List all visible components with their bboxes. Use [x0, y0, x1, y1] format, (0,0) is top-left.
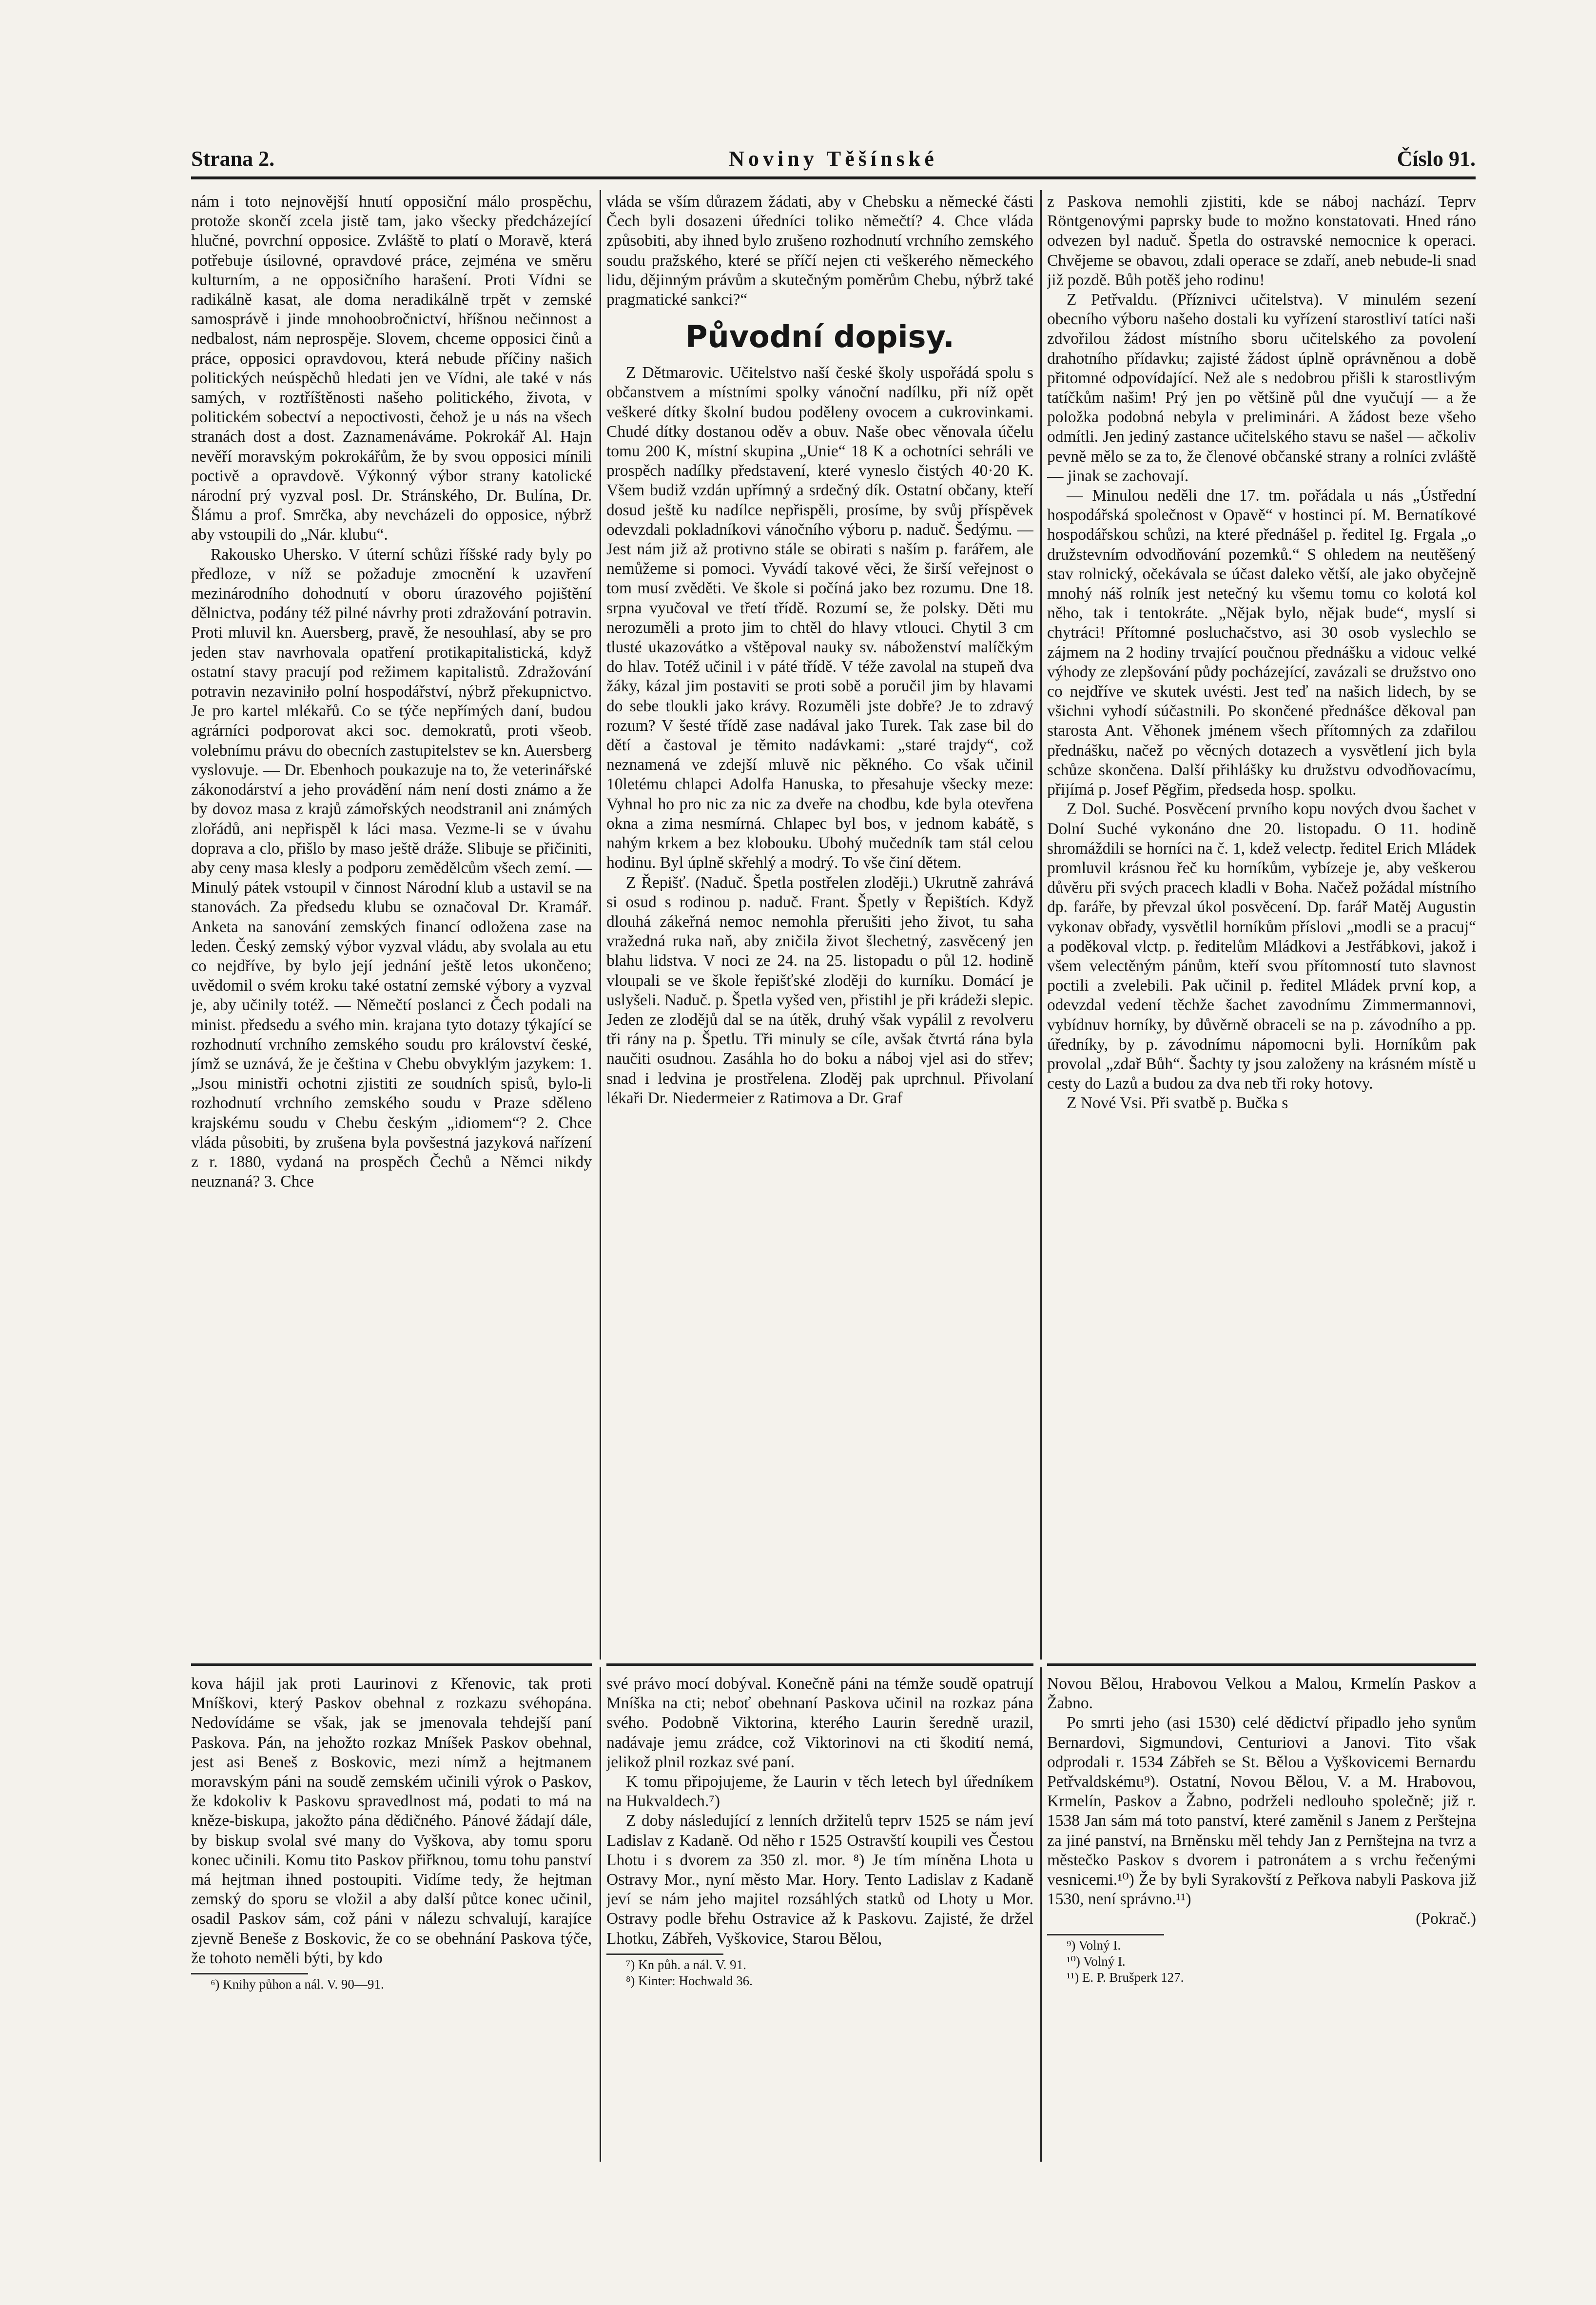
footnote: ⁶) Knihy půhon a nál. V. 90—91. — [211, 1977, 384, 1992]
article-paragraph: K tomu připojujeme, že Laurin v těch letech byl úředníkem na Hukvaldech.⁷) — [606, 1773, 1033, 1811]
lower-column-3 — [1047, 1674, 1476, 2162]
column-divider — [600, 190, 601, 1660]
article-paragraph: Z Nové Vsi. Při svatbě p. Bučka s — [1067, 1094, 1288, 1113]
section-rule — [191, 1663, 592, 1666]
article-paragraph: Novou Bělou, Hrabovou Velkou a Malou, Krmelín Paskov a Žabno. — [1047, 1675, 1476, 1713]
lower-column-2 — [606, 1674, 1033, 2162]
article-paragraph: své právo mocí dobýval. Konečně páni na témže soudě opatrují Mníška na cti; neboť obehnaní Paskova učinil na rozkaz pána svého. Podobně Viktorina, kterého Laurin šeredně urazil, nadávaje jemu zrádce, což Viktorinovi na cti škodití nemá, jelikož plnil rozkaz své paní. — [606, 1675, 1033, 1771]
footnote-rule — [606, 1953, 723, 1955]
article-paragraph: Z Řepišť. (Naduč. Špetla postřelen zloději.) Ukrutně zahrává si osud s rodinou p. naduč. Frant. Špetly v Řepištích. Když dlouhá zákeřná nemoc nemohla přerušiti jeho život, tu saha vražedná ruka naň, aby zničila život šlechetný, zasvěcený jen blahu lidstva. V noci ze 24. na 25. listopadu o půl 12. hodině vloupali se ve škole řepišťské zloději do kurníku. Domácí je uslyšeli. Naduč. p. Špetla vyšed ven, přistihl je při krádeži slepic. Jeden ze zlodějů dal se na útěk, druhý však vypálil z revolveru tři rány na p. Špetlu. Tři minuly se cíle, avšak čtvrtá rána byla naučiti osudnou. Zasáhla ho do boku a náboj vjel asi do střev; snad i ledvina je prostřelena. Zloděj pak uprchnul. Přivolaní lékaři Dr. Niedermeier z Ratimova a Dr. Graf — [606, 873, 1033, 1107]
footnote: ¹⁰) Volný I. — [1067, 1953, 1126, 1969]
article-paragraph: Z Dol. Suché. Posvěcení prvního kopu nových dvou šachet v Dolní Suché vykonáno dne 20. listopadu. O 11. hodině shromáždili se horníci na č. 1, kdež velectp. ředitel Erich Mládek promluvil krásnou řeč ku horníkům, vybízeje je, aby veškerou důvěru při svých pracech kladli v Boha. Načež požádal místního dp. faráře, by převzal úkol posvěcení. Dp. farář Matěj Augustin vykonav obřady, vysvětlil horníkům příslovi „modli se a pracuj“ a poděkoval vlctp. p. ředitelům Mládkovi a Jestřábkovi, jakož i všem velectěným pánům, kteří svou přítomností tuto slavnost poctili a zvelebili. Pak učinil p. ředitel Mládek první kop, a odevzdal vedení těchže šachet zavodnímu Zimmermannovi, vybídnuv horníky, by důvěrně obraceli se na p. závodního a pp. úředníky, by p. závodnímu nápomocni byli. Horníkům pak provolal „zdař Bůh“. Šachty ty jsou založeny na krásném místě u cesty do Lazů a budou za dva neb tři roky hotovy. — [1047, 800, 1476, 1093]
article-paragraph: nám i toto nejnovější hnutí opposiční málo prospěchu, protože skončí zcela jistě tam, jako všecky předcházející hlučné, povrchní opposice. Zvláště to platí o Moravě, která potřebuje úsilovné, opravdové práce, zejména ve směru kulturním, a ne opposičního harašení. Proti Vídni se radikálně kasat, ale doma neradikálně trpět v zemské samosprávě i jinde mnohoobročnictví, hříšnou nečinnost a nedbalost, nám neprospěje. Slovem, chceme opposici činů a práce, opposici opravdovou, která nebude příčiny našich politických neúspěchů hledati jen ve Vídni, ale také v nás samých, v roztříštěnosti našeho politického, života, v politickém sobectví a nepoctivosti, čehož je u nás na všech stranách dost a dost. Zaznamenáváme. Pokrokář Al. Hajn nevěří moravským pokrokářům, že by svou opposici mínili poctivě a opravdově. Výkonný výbor strany katolické národní prý vyzval posl. Dr. Stránského, Dr. Bulína, Dr. Šlámu a prof. Smrčka, aby nevcházeli do opposice, nýbrž aby vstoupili do „Nár. klubu“. — [191, 193, 592, 544]
footnote: ⁹) Volný I. — [1067, 1937, 1121, 1953]
upper-column-2 — [606, 192, 1033, 1660]
article-paragraph: Rakousko Uhersko. V úterní schůzi říšské rady byly po předloze, v níž se požaduje zmocnění k uzavření mezinárodního dohodnutí v oboru úrazového pojištění dělnictva, podány též pilné návrhy proti zdražování potravin. Proti mluvil kn. Auersberg, pravě, že nesouhlasí, aby se pro jeden stav navrhovala opatření protikapitalistická, když ostatní stavy pracují pod režimem kapitalistů. Zdražování potravin nezaviniło polní hospodářství, nýbrž překupnictvo. Je pro kartel mlékařů. Co se týče nepřímých daní, budou agrárníci podporovat akci soc. demokratů, proti všeob. volebnímu právu do obecních zastupitelstev se kn. Auersberg vyslovuje. — Dr. Ebenhoch poukazuje na to, že veterinářské zákonodárství a jeho provádění nám není dosti známo a že by dovoz masa z krajů zámořských neodstranil ani známých zlořádů, ani nepřispěl k láci masa. Vezme-li se v úvahu doprava a clo, přišlo by maso ještě dráže. Slibuje se přičiniti, aby ceny masa klesly a podporu zemědělcům všech zemí. — Minulý pátek vstoupil v činnost Národní klub a ustavil se na stanovách. Za předsedu klubu se označoval Dr. Kramář. Anketa na sanování zemských financí odložena zase na leden. Český zemský výbor vyzval vládu, aby svolala au etu co nejdříve, by bylo její jednání ještě letos ukončeno; uvědomil o svém kroku také ostatní zemské výbory a vyzval je, aby učinily totéž. — Němečtí poslanci z Čech podali na minist. předsedu a svého min. krajana tyto dotazy týkající se rozhodnutí vrchního zemského soudu pro království české, jímž se uznává, že je čeština v Chebu obvyklým jazykem: 1. „Jsou ministři ochotni zjistiti ze soudních spisů, bylo-li rozhodnutí vrchního zemského soudu v Praze sděleno krajskému soudu v Chebu českým „idiomem“? 2. Chce vláda působiti, by zrušena byla povšestná jazyková nařízení z r. 1880, vydaná na prospěch Čechů a Němci nikdy neuznaná? 3. Chce — [191, 545, 592, 1191]
article-paragraph: Z doby následující z lenních držitelů teprv 1525 se nám jeví Ladislav z Kadaně. Od něho r 1525 Ostravští koupili ves Čestou Lhotu i s dvorem za 350 zl. mor. ⁸) Je tím míněna Lhota u Ostravy Mor., nyní město Mar. Hory. Tento Ladislav z Kadaně jeví se nám jeho majitel rozsáhlých statků od Lhoty u Mor. Ostravy podle břehu Ostravice až k Paskovu. Zajisté, že držel Lhotku, Zábřeh, Vyškovice, Starou Bělou, — [606, 1812, 1033, 1948]
footnote: ⁸) Kinter: Hochwald 36. — [626, 1973, 753, 1988]
footnote-rule — [1047, 1934, 1164, 1935]
column-divider — [1040, 190, 1042, 1660]
section-rule — [1047, 1663, 1476, 1666]
upper-column-3 — [1047, 192, 1476, 1660]
article-paragraph: Po smrti jeho (asi 1530) celé dědictví připadlo jeho synům Bernardovi, Sigmundovi, Centuriovi a Janovi. Tito však odprodali r. 1534 Zábřeh se St. Bělou a Vyškovicemi Bernardu Petřvaldskému⁹). Ostatní, Novou Bělou, V. a M. Hrabovou, Krmelín, Paskov a Žabno, podrželi nedlouho společně; již r. 1538 Jan sám má toto panství, které zaměnil s Janem z Perštejna za jiné panství, na Brněnsku měl tehdy Jan z Pernštejna na tvrz a městečko Paskov s dvorem i patronátem a s vrchu řečenými vesnicemi.¹⁰) Že by byli Syrakovští z Peřkova nabyli Paskova již 1530, není správno.¹¹) — [1047, 1714, 1476, 1909]
article-paragraph: — Minulou neděli dne 17. tm. pořádala u nás „Ústřední hospodářská společnost v Opavě“ v hostinci pí. M. Bernatíkové hospodářskou schůzi, na které přednášel p. ředitel Ig. Frgala „o družstevním odvodňování pozemků.“ S ohledem na neutěšený stav rolnický, očekávala se účast daleko větší, ale jako obyčejně mnohý náš rolník jest netečný ku všemu tomu co kolotá kol něho, tak i tentokráte. „Nějak bylo, nějak bude“, myslí si chytráci! Přítomné posluchačstvo, asi 30 osob vyslechlo se zájmem na 2 hodiny trvající poučnou přednášku a vidouc velké výhody ze zlepšování půdy pocházející, zavázali se družstvo ono co nejdříve ve skutek uvésti. Jest teď na našich lidech, by se všichni vyhodí súčastnili. Po skončené přednášce děkoval pan starosta Ant. Věhonek jménem všech přítomných za zdařilou přednášku, načež po věcných dotazech a vysvětlení jich byla schůze skončena. Další přihlášky ku družstvu odvodňovacímu, přijímá p. Josef Pěgřim, předseda hosp. spolku. — [1047, 487, 1476, 799]
article-paragraph: Z Petřvaldu. (Příznivci učitelstva). V minulém sezení obecního výboru našeho dostali ku vyřízení starostliví tatíci naši zdvořilou žádost místního sboru učitelského za povolení drahotního přídavku; zajisté žádost úplně oprávněnou a době přitomné odpovídající. Než ale s nedobrou přišli k starostlivým tatíčkům našim! Prý jen po většině půl dne vyučují — a že položka podobná nebyla v preliminári. A žádost beze všeho odmítli. Jen jediný zastance učitelského stavu se našel — ačkoliv pevně mělo se za to, že členové občanské strany a rolníci zvláště — jinak se zachovají. — [1047, 291, 1476, 485]
column-divider — [1040, 1667, 1042, 2162]
section-rule — [606, 1663, 1033, 1666]
page-header — [191, 142, 1476, 179]
column-divider — [600, 1667, 601, 2162]
article-paragraph: vláda se vším důrazem žádati, aby v Chebsku a německé části Čech byli dosazeni úředníci toliko němečtí? 4. Chce vláda způsobiti, aby ihned bylo zrušeno rozhodnutí vrchního zemského soudu pražského, které se příčí nejen cti veškerého německého lidu, dějinným právům a skutečným poměrům Chebu, nýbrž také pragmatické sankci?“ — [606, 193, 1033, 309]
page-number: Strana 2. — [191, 147, 275, 171]
footnote-rule — [191, 1973, 308, 1974]
section-title: Původní dopisy. — [685, 319, 954, 355]
issue-number: Číslo 91. — [1397, 147, 1476, 171]
article-paragraph: z Paskova nemohli zjistiti, kde se náboj nachází. Teprv Röntgenovými paprsky bude to možno konstatovati. Hned ráno odvezen byl naduč. Špetla do ostravské nemocnice k operaci. Chvějeme se obavou, zdali operace se zdaří, aneb nebude-li snad již pozdě. Bůh potěš jeho rodinu! — [1047, 193, 1476, 289]
article-paragraph: Z Dětmarovic. Učitelstvo naší české školy uspořádá spolu s občanstvem a místními spolky vánoční nadílku, při níž opět veškeré dítky školní budou poděleny ovocem a cukrovinkami. Chudé dítky dostanou oděv a obuv. Naše obec věnovala účelu tomu 200 K, místní skupina „Unie“ 18 K a ochotníci sehráli ve prospěch nadílky představení, které vyneslo čistých 40·20 K. Všem budiž vzdán upřímný a srdečný dík. Ostatní občany, kteří dosud ještě ku nadílce nepřispěli, prosíme, by svůj příspěvek odevzdali pokladníkovi vánočního výboru p. naduč. Šedýmu. — Jest nám již až protivno stále se obirati s naším p. farářem, ale nemůžeme si pomoci. Vyvádí takové věci, že širší veřejnost o tom musí zvěděti. Ve škole si počíná jako bez rozumu. Dne 18. srpna vyučoval ve třetí třídě. Rozumí se, že polsky. Děti mu nerozuměli a proto jim to chtěl do hlavy vtlouci. Chytil 3 cm tlusté ukazovátko a vštěpoval nauky sv. náboženství malíčkým do hlav. Totéž učinil i v páté třídě. V téže zavolal na stupeň dva žáky, kázal jim postaviti se proti sobě a poručil jim by hlavami do sebe tloukli jako krávy. Rozuměli jste dobře? Je to zdravý rozum? V šesté třídě zase nadával jako Turek. Tak zase bil do dětí a častoval je těmito nadávkami: „staré trajdy“, což neznamená ve zdejší mluvě nic pěkného. Co však učinil 10letému chlapci Adolfa Hanuska, to přesahuje všecky meze: Vyhnal ho pro nic za nic za dveře na chodbu, kde byla otevřena okna a zima nesmírná. Chlapec byl bos, v jednom kabátě, s nahým krkem a bez klobouku. Ubohý mučedník tam stál celou hodinu. Byl úplně skřehlý a modrý. To vše činí dětem. — [606, 364, 1033, 872]
continuation-note: (Pokrač.) — [1416, 1910, 1476, 1928]
footnote: ⁷) Kn půh. a nál. V. 91. — [626, 1957, 746, 1972]
footnote: ¹¹) E. P. Brušperk 127. — [1067, 1970, 1184, 1985]
article-paragraph: kova hájil jak proti Laurinovi z Křenovic, tak proti Mníškovi, který Paskov obehnal z rozkazu svéhopána. Nedovídáme se však, jak se jmenovala tehdejší paní Paskova. Pán, na jehožto rozkaz Mníšek Paskov obehnal, jest asi Beneš z Boskovic, mezi nímž a hejtmanem moravským páni na soudě zemském učinili výrok o Paskov, že kdokoliv k Paskovu spravedlnost má, podati to má na kněze-biskupa, jakožto pána dědičného. Pánové žádají dále, by biskup svolal své many do Vyškova, aby tomu sporu konec učinili. Komu tito Paskov přiřknou, tomu tohu panství má hejtman ihned postoupiti. Vidíme tedy, že hejtman zemský do sporu se vložil a aby další půtce konec učinil, osadil Paskov sám, což páni v nálezu schvalují, karajíce zjevně Beneše z Boskovic, že co se obehnání Paskova týče, že tohoto neměli býti, by kdo — [191, 1675, 592, 1967]
lower-column-1 — [191, 1674, 592, 2162]
upper-column-1 — [191, 192, 592, 1660]
newspaper-title: Noviny Těšínské — [729, 147, 938, 171]
